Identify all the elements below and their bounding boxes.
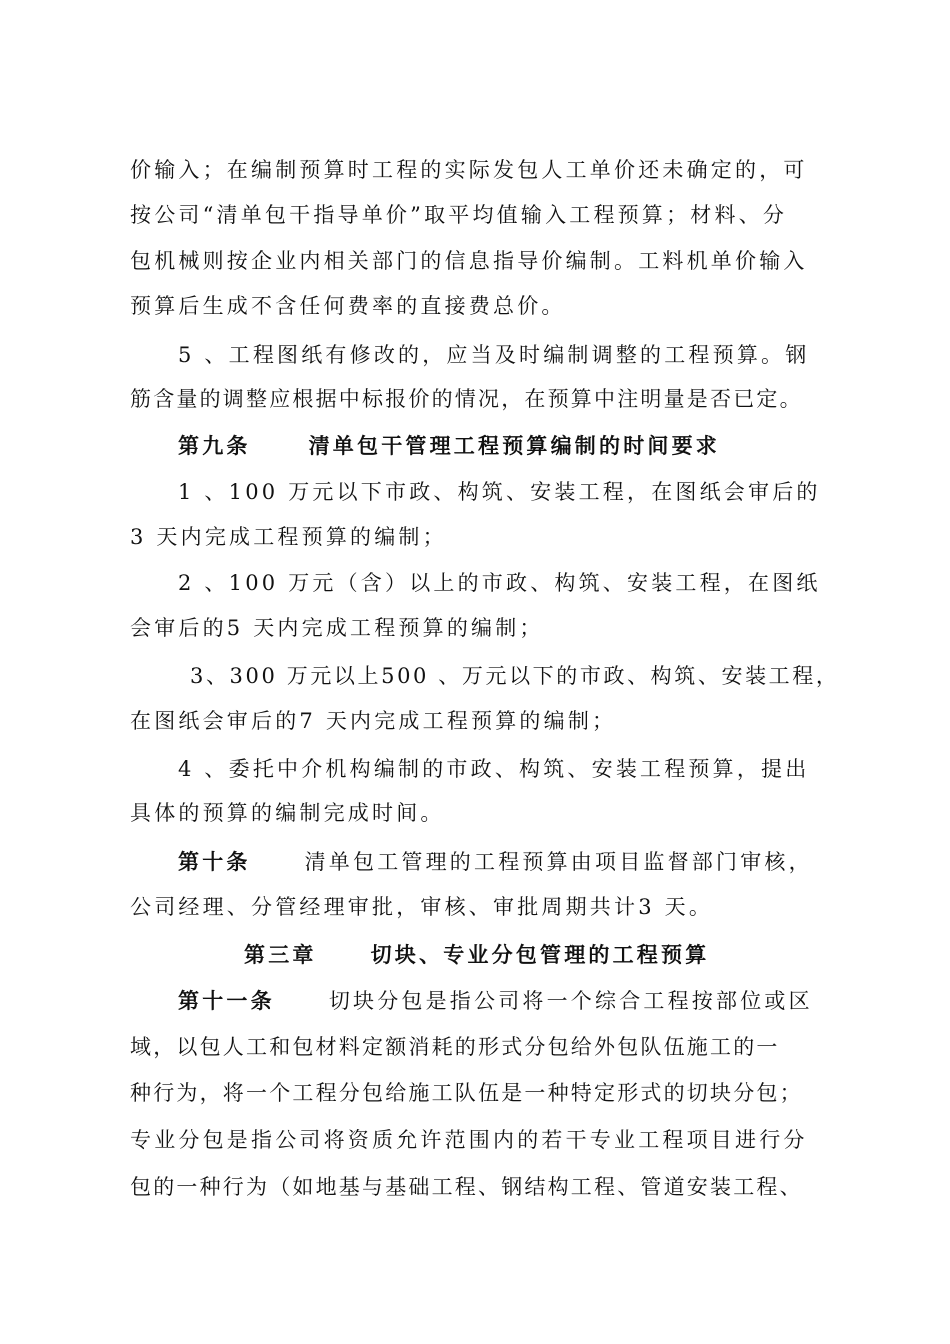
- paragraph-line: 4 、委托中介机构编制的市政、构筑、安装工程预算，提出: [178, 757, 810, 781]
- paragraph-line: 具体的预算的编制完成时间。: [130, 801, 445, 825]
- paragraph-line: 3 天内完成工程预算的编制；: [130, 525, 447, 549]
- article-9-title: 清单包干管理工程预算编制的时间要求: [308, 434, 721, 458]
- article-10-label: 第十条: [178, 850, 251, 874]
- chapter-3-heading: [244, 940, 840, 970]
- paragraph-line: 会审后的5 天内完成工程预算的编制；: [130, 616, 544, 640]
- paragraph-line: 专业分包是指公司将资质允许范围内的若干专业工程项目进行分: [130, 1128, 808, 1152]
- paragraph-line: 1 、100 万元以下市政、构筑、安装工程，在图纸会审后的: [178, 480, 821, 504]
- paragraph-line: 包的一种行为（如地基与基础工程、钢结构工程、管道安装工程、: [130, 1175, 803, 1199]
- paragraph-line: 公司经理、分管经理审批，审核、审批周期共计3 天。: [130, 895, 714, 919]
- paragraph-line: 包机械则按企业内相关部门的信息指导价编制。工料机单价输入: [130, 249, 808, 273]
- article-10-text: 清单包工管理的工程预算由项目监督部门审核，: [304, 850, 813, 874]
- paragraph-line: 价输入；在编制预算时工程的实际发包人工单价还未确定的，可: [130, 158, 808, 182]
- chapter-3-label: 第三章: [244, 943, 317, 967]
- article-11-line: [178, 986, 840, 1016]
- paragraph-line: 域，以包人工和包材料定额消耗的形式分包给外包队伍施工的一: [130, 1035, 780, 1059]
- paragraph-line: 在图纸会审后的7 天内完成工程预算的编制；: [130, 709, 617, 733]
- paragraph-line: 种行为，将一个工程分包给施工队伍是一种特定形式的切块分包；: [130, 1081, 803, 1105]
- paragraph-line: 3、300 万元以上500 、万元以下的市政、构筑、安装工程，: [190, 664, 840, 688]
- article-9-label: 第九条: [178, 434, 251, 458]
- chapter-3-title: 切块、专业分包管理的工程预算: [370, 943, 710, 967]
- article-9-heading: [178, 431, 840, 461]
- article-11-label: 第十一条: [178, 989, 275, 1013]
- article-10-line: [178, 847, 840, 877]
- paragraph-line: 5 、工程图纸有修改的，应当及时编制调整的工程预算。钢: [178, 343, 810, 367]
- paragraph-line: 筋含量的调整应根据中标报价的情况，在预算中注明量是否已定。: [130, 387, 803, 411]
- article-11-text: 切块分包是指公司将一个综合工程按部位或区: [328, 989, 813, 1013]
- paragraph-line: 按公司“清单包干指导单价”取平均值输入工程预算；材料、分: [130, 203, 788, 227]
- paragraph-line: 2 、100 万元（含）以上的市政、构筑、安装工程，在图纸: [178, 571, 821, 595]
- paragraph-line: 预算后生成不含任何费率的直接费总价。: [130, 294, 566, 318]
